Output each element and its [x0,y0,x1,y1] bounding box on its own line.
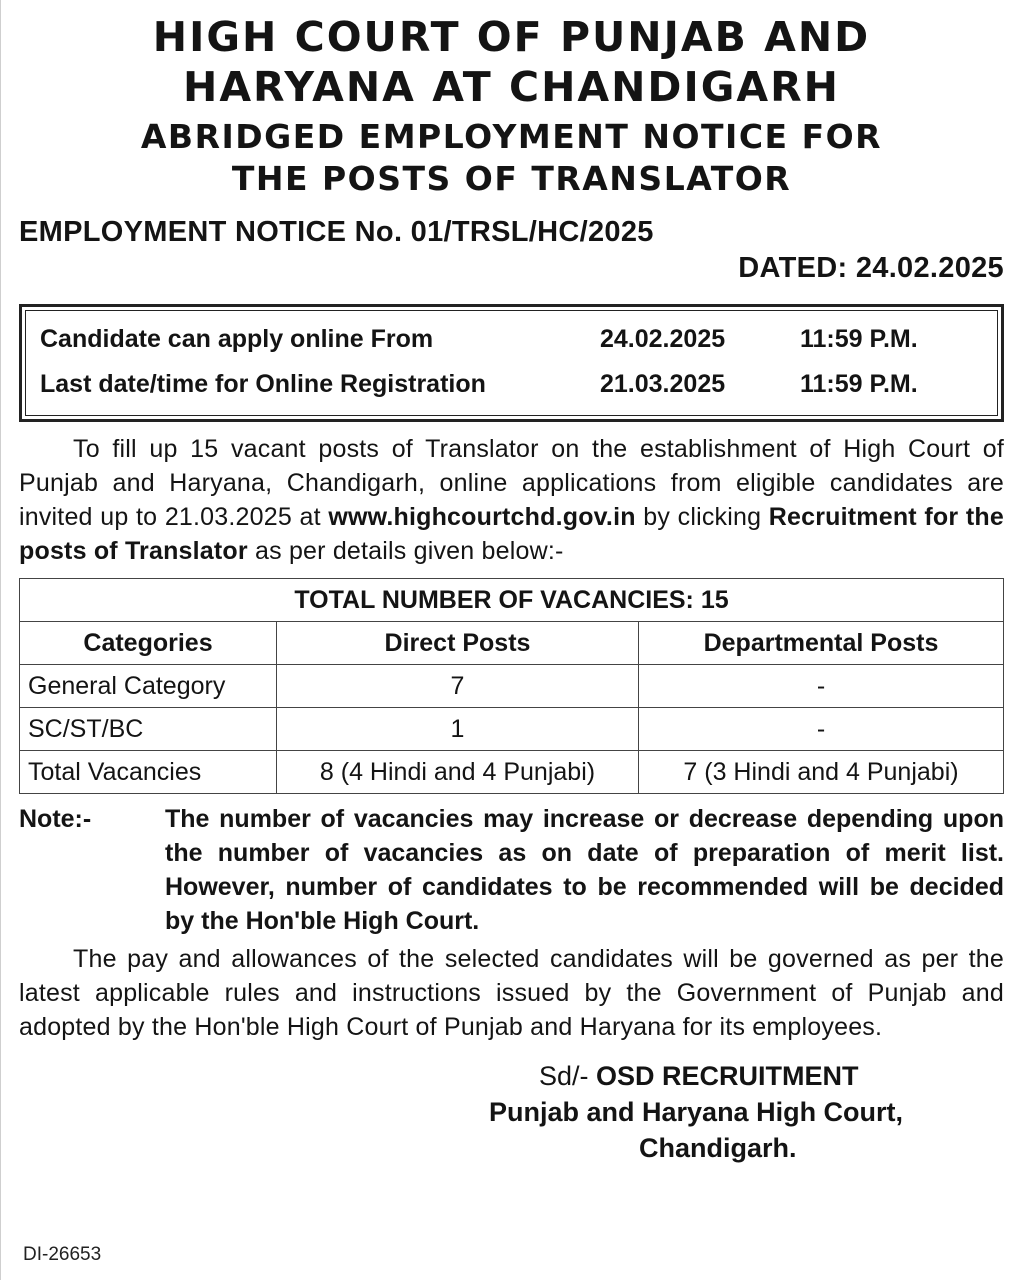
header-departmental-posts: Departmental Posts [639,622,1004,665]
reference-code: DI-26653 [23,1244,102,1265]
note-label: Note:- [19,805,92,833]
header-direct-posts: Direct Posts [277,622,639,665]
table-row [20,708,1004,751]
pay-paragraph: The pay and allowances of the selected candidates will be governed as per the latest applicable rules and instructions issued by the Government of Punjab and adopted by the Hon'ble High Court of Punjab and Haryana for its employees. [19,945,1004,1041]
intro-text-2: by clicking [635,503,769,531]
row-total-direct: 8 (4 Hindi and 4 Punjabi) [277,751,639,794]
row-reserved-direct: 1 [277,708,639,751]
header-categories: Categories [20,622,277,665]
apply-from-label: Candidate can apply online From [40,325,434,353]
important-dates-box [19,304,1004,422]
intro-text-1: To fill up 15 vacant posts of Translator on the establishment of High Court of Punjab and Haryana, Chandigarh, online applications from eligible candidates are invited up to 21.03.2025 at [19,435,1004,531]
apply-from-date: 24.02.2025 [600,325,726,353]
apply-from-time: 11:59 P.M. [800,325,918,353]
last-date-label: Last date/time for Online Registration [40,370,486,398]
website-link[interactable]: www.highcourtchd.gov.in [328,503,636,531]
vacancy-table [19,578,1004,794]
vacancy-total-caption: TOTAL NUMBER OF VACANCIES: 15 [20,579,1004,622]
row-reserved-category: SC/ST/BC [20,708,277,751]
court-title-line2: HARYANA AT CHANDIGARH [183,63,840,111]
signature-prefix: Sd/- [539,1061,597,1091]
signature-city: Chandigarh. [639,1133,797,1163]
note-text: The number of vacancies may increase or decrease depending upon the number of vacancies as on date of preparation of merit list. However, number of candidates to be recommended will be decided by the Hon'ble High Court. [165,805,1004,935]
last-date-time: 11:59 P.M. [800,370,918,398]
intro-text-3: as per details given below:- [247,537,564,565]
signature-office: Punjab and Haryana High Court, [489,1097,904,1127]
signature-block [489,1058,1004,1166]
vacancy-header-row [20,622,1004,665]
employment-notice-number: EMPLOYMENT NOTICE No. 01/TRSL/HC/2025 [19,216,654,248]
row-total-category: Total Vacancies [20,751,277,794]
court-title-line1: HIGH COURT OF PUNJAB AND [152,13,871,61]
vacancy-caption-row [20,579,1004,622]
notice-subtitle-line2: THE POSTS OF TRANSLATOR [231,159,792,198]
table-row [20,751,1004,794]
row-general-departmental: - [639,665,1004,708]
row-total-departmental: 7 (3 Hindi and 4 Punjabi) [639,751,1004,794]
apply-from-row [40,317,983,362]
row-general-category: General Category [20,665,277,708]
last-date-row [40,362,983,407]
signature-designation: OSD RECRUITMENT [596,1061,859,1091]
row-reserved-departmental: - [639,708,1004,751]
note-section [19,802,1004,938]
recruitment-link[interactable]: Recruitment for the posts of Translator [19,503,1004,565]
notice-date: DATED: 24.02.2025 [738,252,1004,284]
notice-subtitle-line1: ABRIDGED EMPLOYMENT NOTICE FOR [140,117,883,156]
last-date-date: 21.03.2025 [600,370,726,398]
row-general-direct: 7 [277,665,639,708]
intro-paragraph [19,432,1004,568]
table-row [20,665,1004,708]
